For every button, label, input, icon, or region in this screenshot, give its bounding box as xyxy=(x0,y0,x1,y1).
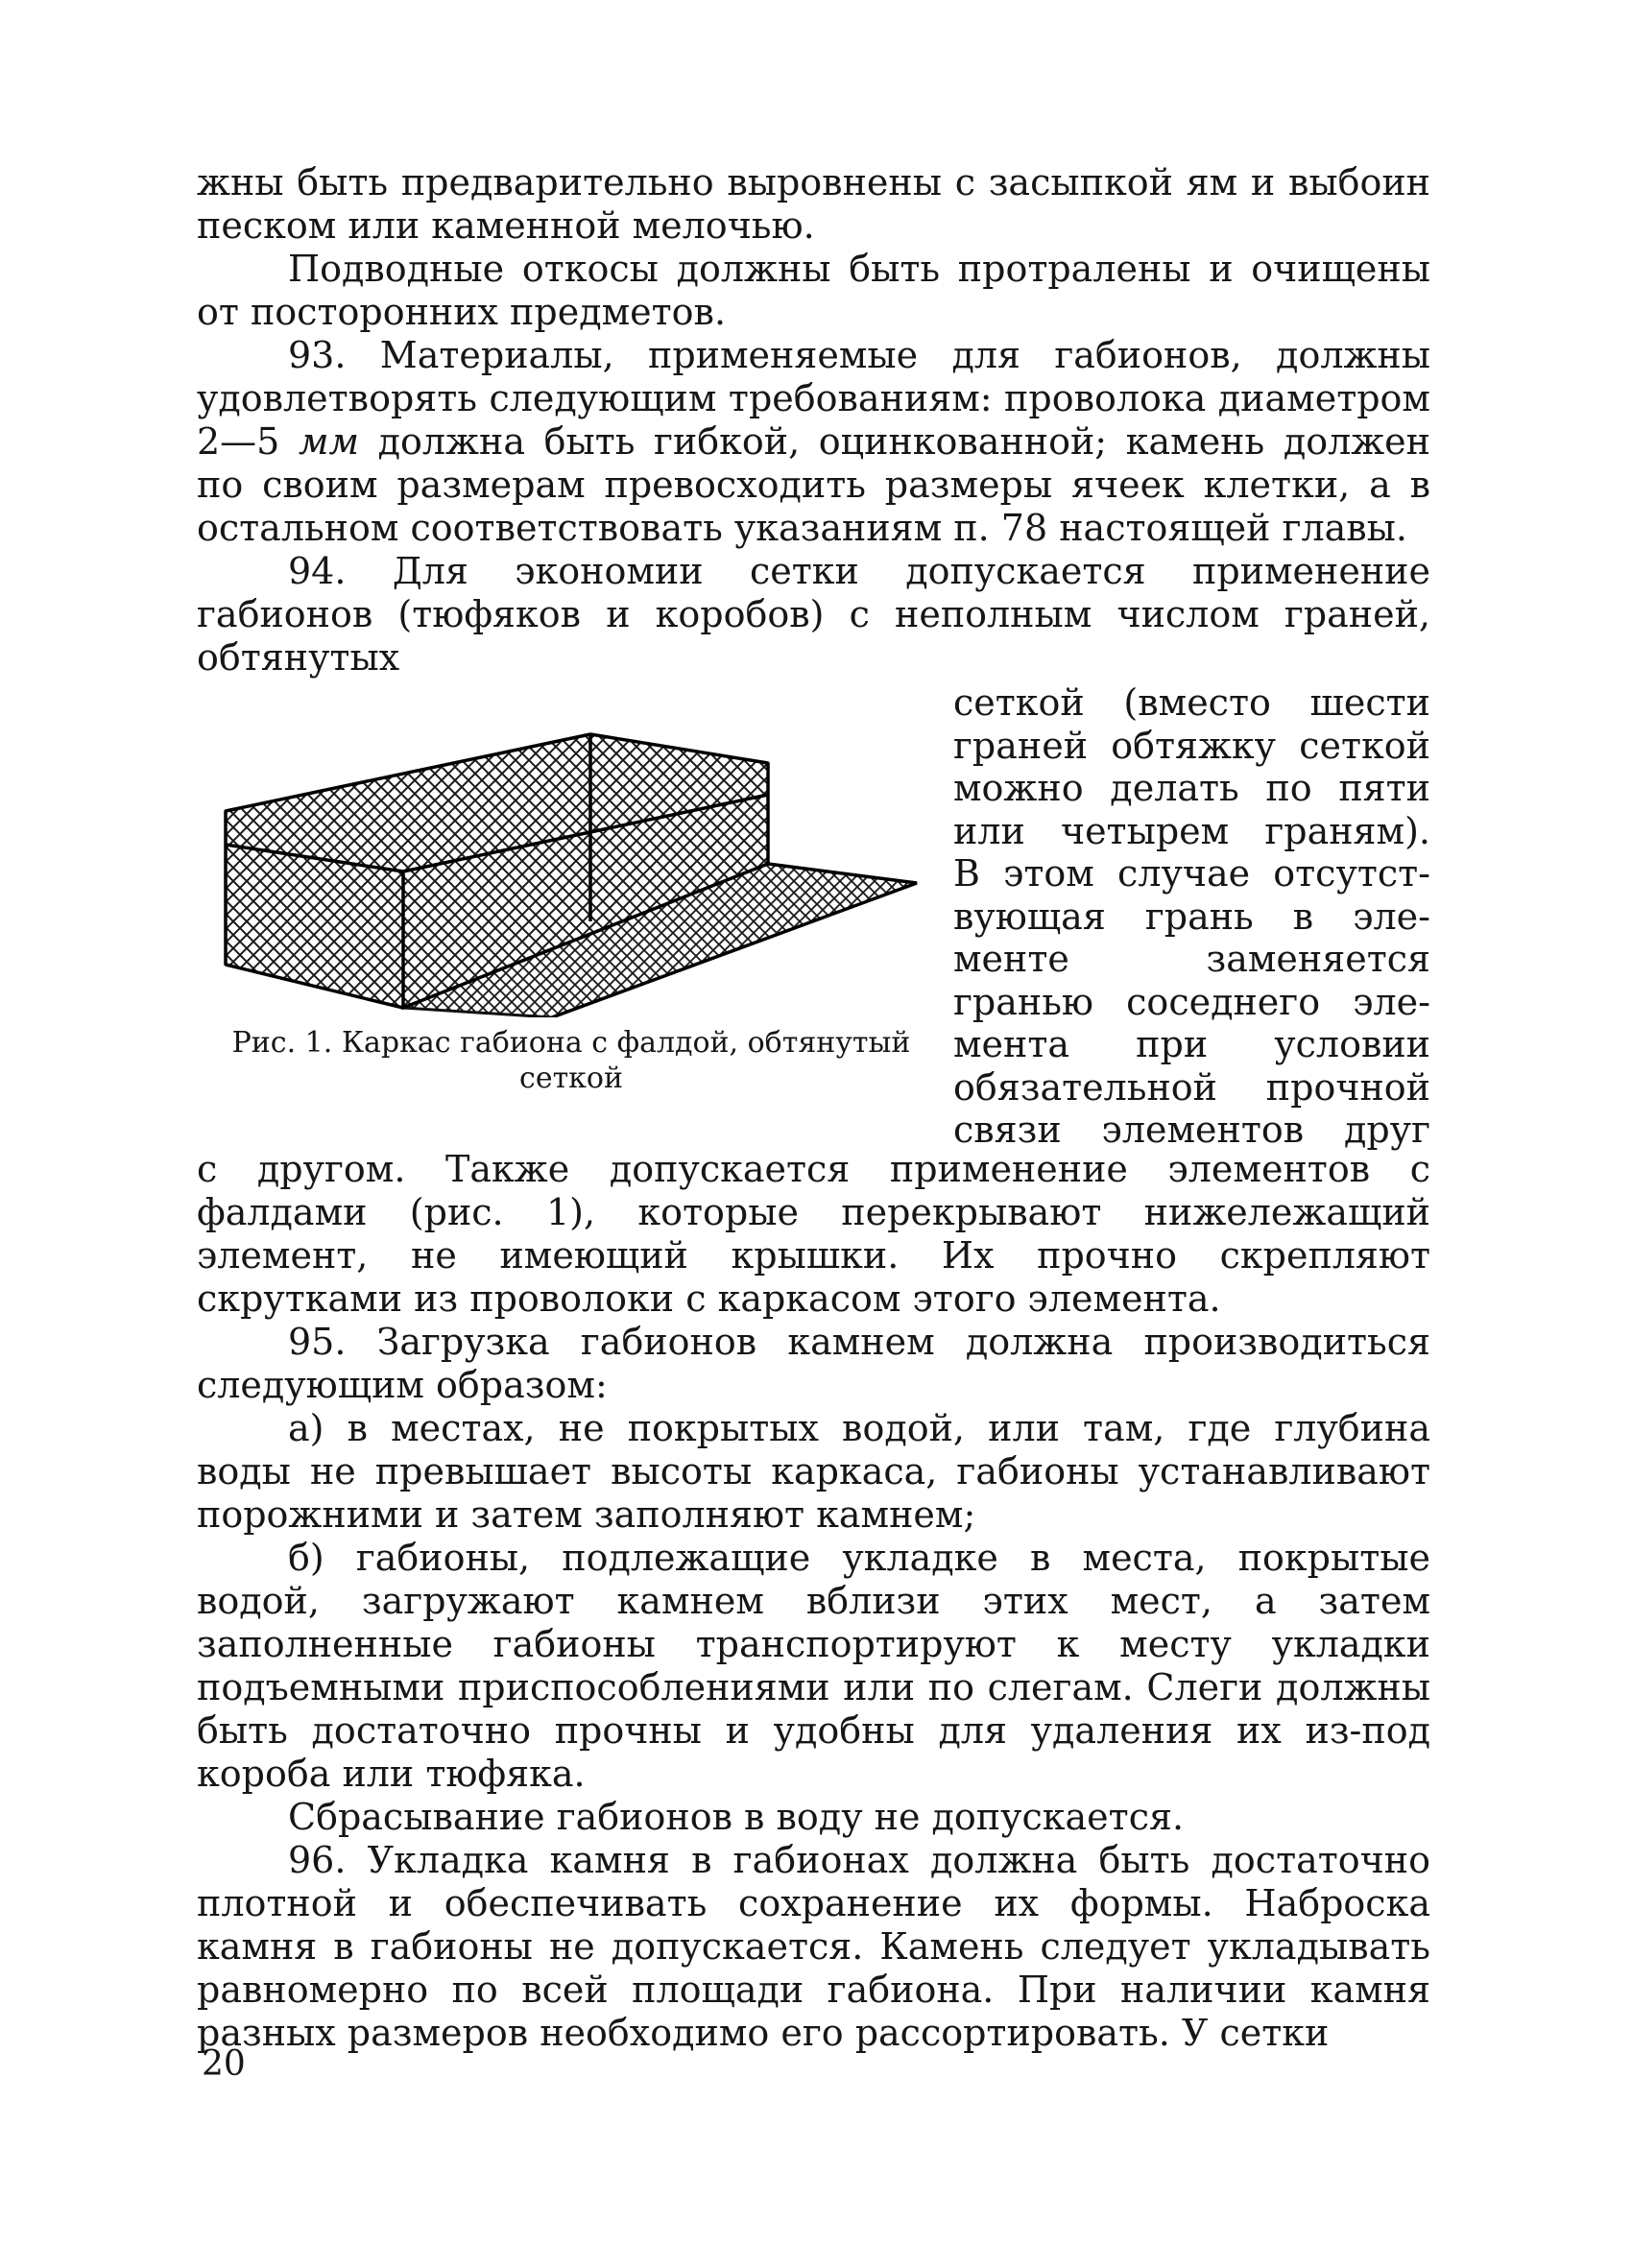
gabion-mesh-frame-illustration xyxy=(206,720,936,1017)
gabion-figure xyxy=(206,720,936,1037)
wrap-line: обязательной прочной xyxy=(953,1065,1430,1109)
paragraph-93 xyxy=(197,334,1430,550)
text-block-bottom xyxy=(197,1148,1430,2055)
paragraph-no-dropping: Сбрасывание габионов в воду не допускается. xyxy=(288,1796,1185,1838)
wrap-line: или четырем граням). xyxy=(953,809,1430,852)
figure-caption: Рис. 1. Каркас габиона с фалдой, обтянутый сеткой xyxy=(231,1026,911,1095)
paragraph-95: 95. Загрузка габионов камнем должна производиться следующим образом: xyxy=(197,1321,1430,1406)
text-block-top xyxy=(197,161,1430,680)
unit-mm: мм xyxy=(298,420,359,463)
paragraph-95-a: а) в местах, не покрытых водой, или там, где глубина воды не превышает высоты каркаса, габионы устанавливают порожними и затем заполняют камнем; xyxy=(197,1407,1430,1536)
wrap-line: вующая грань в эле- xyxy=(953,895,1430,938)
paragraph-94-end: с другом. Также допускается применение элементов с фалдами (рис. 1), которые перекрывают нижележащий элемент, не имеющий крышки. Их прочно скрепляют скрутками из проволоки с каркасом этого элемента. xyxy=(197,1148,1430,1320)
wrap-line: граней обтяжку сеткой xyxy=(953,724,1430,767)
paragraph-93-part-a: 93. Материалы, применяемые для габионов, должны удовлетворять следующим требованиям: проволока диаметром 2—5 xyxy=(197,334,1430,463)
paragraph-96: 96. Укладка камня в габионах должна быть достаточно плотной и обеспечивать сохранение их формы. Наброска камня в габионы не допускается. Камень следует укладывать равномерно по всей площади габиона. При наличии камня разных размеров необходимо его рассортировать. У сетки xyxy=(197,1839,1430,2054)
wrap-line: В этом случае отсутст- xyxy=(953,852,1430,895)
wrap-line: мента при условии xyxy=(953,1023,1430,1065)
paragraph-94-start: 94. Для экономии сетки допускается применение габионов (тюфяков и коробов) с неполным числом граней, обтянутых xyxy=(197,550,1430,679)
paragraph-95-b: б) габионы, подлежащие укладке в места, покрытые водой, загружают камнем вблизи этих мест, а затем заполненные габионы транспортируют к месту укладки подъемными приспособлениями или по слегам. Слеги должны быть достаточно прочны и удобны для удаления их из-под короба или тюфяка. xyxy=(197,1537,1430,1795)
paragraph-continuation: жны быть предварительно выровнены с засыпкой ям и выбоин песком или каменной мелочью. xyxy=(197,161,1430,247)
page-number: 20 xyxy=(202,2044,246,2084)
paragraph-underwater-slopes: Подводные откосы должны быть протралены и очищены от посторонних предметов. xyxy=(197,248,1430,333)
wrap-line: можно делать по пяти xyxy=(953,767,1430,809)
wrap-line: гранью соседнего эле- xyxy=(953,980,1430,1023)
wrap-line: сеткой (вместо шести xyxy=(953,681,1430,724)
paragraph-93-part-b: должна быть гибкой, оцинкованной; камень должен по своим размерам превосходить размеры ячеек клетки, а в остальном соответствовать указаниям п. 78 настоящей главы. xyxy=(197,420,1431,549)
wrapped-text-column xyxy=(953,681,1430,1152)
wrap-line: связи элементов друг xyxy=(953,1109,1430,1151)
wrap-line: менте заменяется xyxy=(953,938,1430,980)
